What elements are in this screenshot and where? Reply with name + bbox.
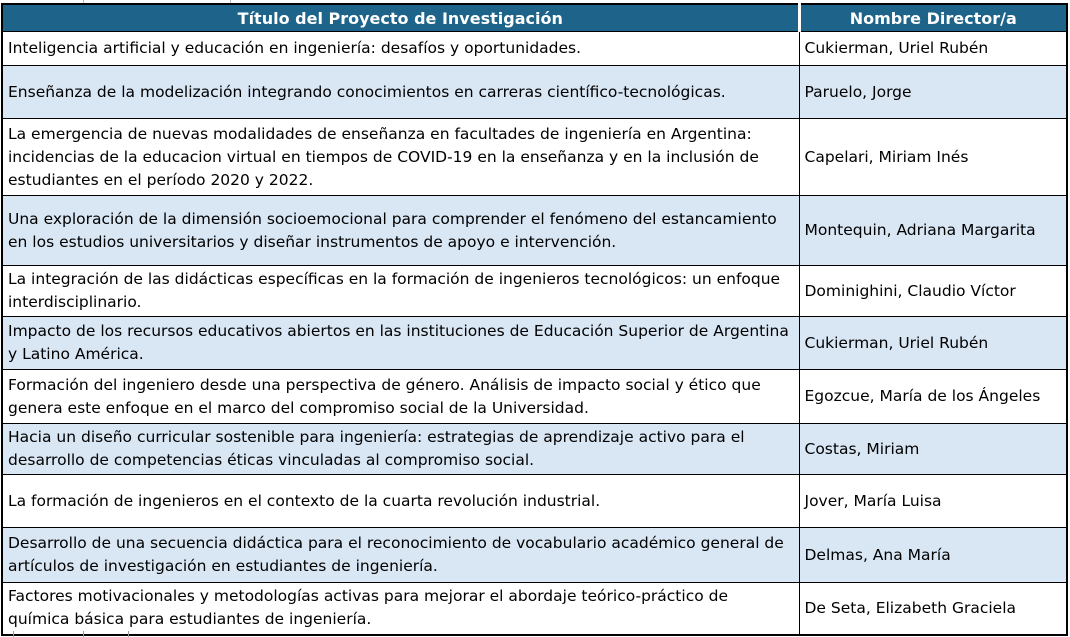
director-cell[interactable]: Delmas, Ana María xyxy=(799,528,1067,583)
director-cell[interactable]: Montequin, Adriana Margarita xyxy=(799,196,1067,266)
table-row xyxy=(2,32,1067,66)
table-row xyxy=(2,528,1067,583)
project-title-cell[interactable]: Enseñanza de la modelización integrando conocimientos en carreras científico-tecnológicas. xyxy=(2,66,799,119)
project-title-cell[interactable]: La emergencia de nuevas modalidades de enseñanza en facultades de ingeniería en Argentina: incidencias de la educacion virtual en tiempos de COVID-19 en la enseñanza y en la inclusión de estudiantes en el período 2020 y 2022. xyxy=(2,119,799,196)
table-row xyxy=(2,119,1067,196)
director-cell[interactable]: De Seta, Elizabeth Graciela xyxy=(799,583,1067,635)
project-title-cell[interactable]: Inteligencia artificial y educación en ingeniería: desafíos y oportunidades. xyxy=(2,32,799,66)
table-row xyxy=(2,196,1067,266)
project-title-cell[interactable]: Impacto de los recursos educativos abiertos en las instituciones de Educación Superior de Argentina y Latino América. xyxy=(2,317,799,370)
director-cell[interactable]: Cukierman, Uriel Rubén xyxy=(799,317,1067,370)
director-cell[interactable]: Dominighini, Claudio Víctor xyxy=(799,266,1067,317)
director-cell[interactable]: Paruelo, Jorge xyxy=(799,66,1067,119)
project-title-cell[interactable]: Una exploración de la dimensión socioemocional para comprender el fenómeno del estancamiento en los estudios universitarios y diseñar instrumentos de apoyo e intervención. xyxy=(2,196,799,266)
director-cell[interactable]: Jover, María Luisa xyxy=(799,475,1067,528)
column-header-project-title[interactable]: Título del Proyecto de Investigación xyxy=(2,4,799,32)
table-row xyxy=(2,317,1067,370)
project-title-cell[interactable]: Formación del ingeniero desde una perspectiva de género. Análisis de impacto social y ético que genera este enfoque en el marco del compromiso social de la Universidad. xyxy=(2,370,799,424)
project-title-cell[interactable]: Factores motivacionales y metodologías activas para mejorar el abordaje teórico-práctico de química básica para estudiantes de ingeniería. xyxy=(2,583,799,635)
table-row xyxy=(2,583,1067,635)
director-cell[interactable]: Costas, Miriam xyxy=(799,424,1067,475)
table-row xyxy=(2,370,1067,424)
project-title-cell[interactable]: Hacia un diseño curricular sostenible para ingeniería: estrategias de aprendizaje activo para el desarrollo de competencias éticas vinculadas al compromiso social. xyxy=(2,424,799,475)
column-header-director[interactable]: Nombre Director/a xyxy=(799,4,1067,32)
table-row xyxy=(2,266,1067,317)
project-title-cell[interactable]: La formación de ingenieros en el contexto de la cuarta revolución industrial. xyxy=(2,475,799,528)
director-cell[interactable]: Capelari, Miriam Inés xyxy=(799,119,1067,196)
projects-table xyxy=(1,3,1068,636)
director-cell[interactable]: Cukierman, Uriel Rubén xyxy=(799,32,1067,66)
table-row xyxy=(2,424,1067,475)
director-cell[interactable]: Egozcue, María de los Ángeles xyxy=(799,370,1067,424)
table-row xyxy=(2,66,1067,119)
gridline-tick xyxy=(13,631,14,637)
project-title-cell[interactable]: Desarrollo de una secuencia didáctica para el reconocimiento de vocabulario académico general de artículos de investigación en estudiantes de ingeniería. xyxy=(2,528,799,583)
gridline-tick xyxy=(128,631,129,637)
header-row xyxy=(2,4,1067,32)
gridline-tick xyxy=(83,631,84,637)
project-title-cell[interactable]: La integración de las didácticas específicas en la formación de ingenieros tecnológicos: un enfoque interdisciplinario. xyxy=(2,266,799,317)
table-row xyxy=(2,475,1067,528)
